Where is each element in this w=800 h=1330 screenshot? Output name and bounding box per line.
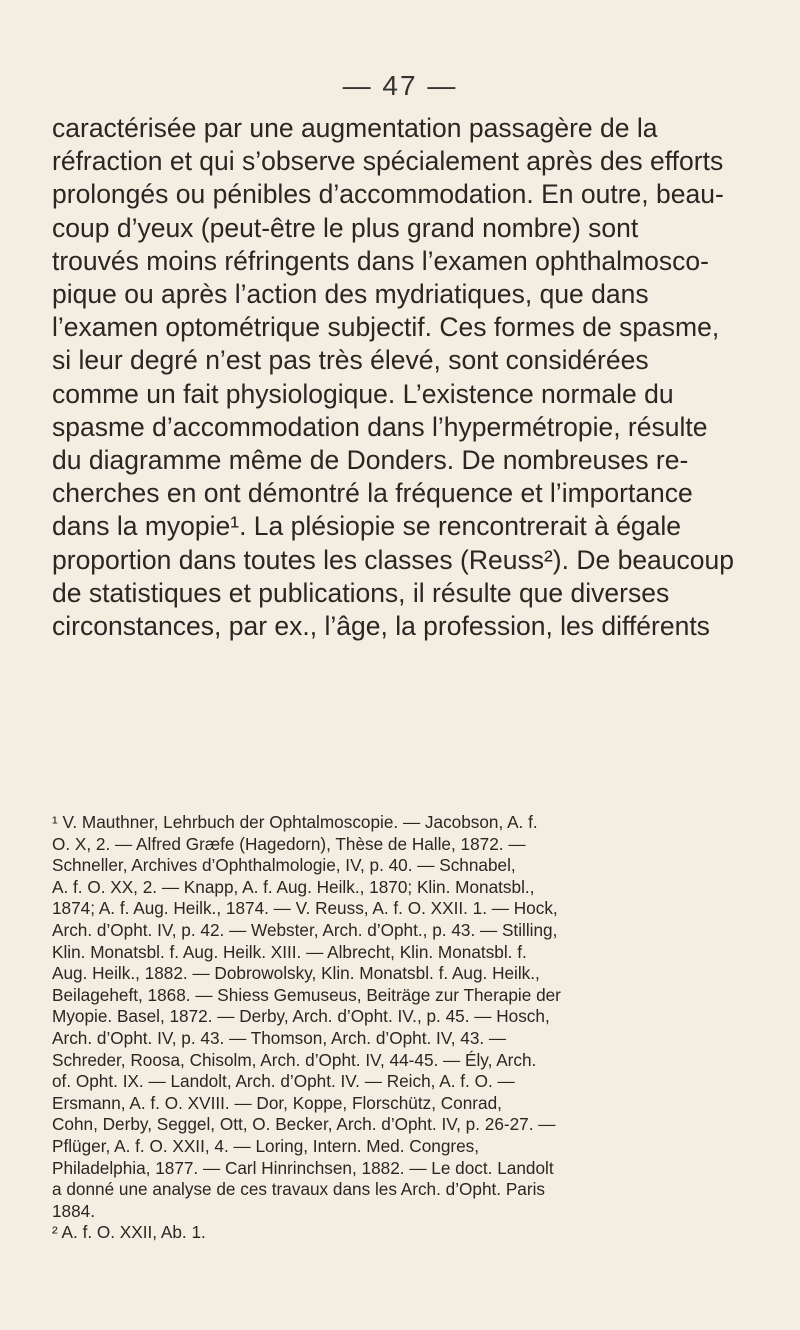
page-number: — 47 — bbox=[342, 70, 458, 101]
body-line: comme un fait physiologique. L’existence normale du bbox=[52, 378, 674, 409]
footnote-line: Schneller, Archives d’Ophthalmologie, IV, p. 40. — Schnabel, bbox=[52, 855, 516, 876]
footnote-line: Arch. d’Opht. IV, p. 42. — Webster, Arch. d’Opht., p. 43. — Stilling, bbox=[52, 919, 558, 940]
footnote-line: Arch. d’Opht. IV, p. 43. — Thomson, Arch. d’Opht. IV, 43. — bbox=[52, 1027, 507, 1048]
body-line: pique ou après l’action des mydriatiques, que dans bbox=[52, 279, 649, 310]
footnote-line: A. f. O. XX, 2. — Knapp, A. f. Aug. Heilk., 1870; Klin. Monatsbl., bbox=[52, 876, 535, 897]
body-line: spasme d’accommodation dans l’hypermétropie, résulte bbox=[52, 411, 708, 442]
footnote-line: Myopie. Basel, 1872. — Derby, Arch. d’Opht. IV., p. 45. — Hosch, bbox=[52, 1006, 550, 1027]
body-line: si leur degré n’est pas très élevé, sont considérées bbox=[52, 345, 649, 376]
footnote-line: Klin. Monatsbl. f. Aug. Heilk. XIII. — Albrecht, Klin. Monatsbl. f. bbox=[52, 941, 527, 962]
body-line: réfraction et qui s’observe spécialement après des efforts bbox=[52, 146, 724, 177]
footnote-line: Aug. Heilk., 1882. — Dobrowolsky, Klin. Monatsbl. f. Aug. Heilk., bbox=[52, 963, 540, 984]
footnote-line: 1874; A. f. Aug. Heilk., 1874. — V. Reuss, A. f. O. XXII. 1. — Hock, bbox=[52, 898, 558, 919]
body-line: dans la myopie¹. La plésiopie se rencontrerait à égale bbox=[52, 511, 682, 542]
body-line: trouvés moins réfringents dans l’examen ophthalmosco- bbox=[52, 245, 709, 276]
footnote-line: ² A. f. O. XXII, Ab. 1. bbox=[52, 1222, 206, 1243]
body-line: de statistiques et publications, il résulte que diverses bbox=[52, 577, 670, 608]
footnote-line: of. Opht. IX. — Landolt, Arch. d’Opht. IV. — Reich, A. f. O. — bbox=[52, 1071, 515, 1092]
footnote-line: Philadelphia, 1877. — Carl Hinrinchsen, 1882. — Le doct. Landolt bbox=[52, 1157, 554, 1178]
footnote-line: Cohn, Derby, Seggel, Ott, O. Becker, Arch. d’Opht. IV, p. 26-27. — bbox=[52, 1114, 556, 1135]
footnote-line: Pflüger, A. f. O. XXII, 4. — Loring, Intern. Med. Congres, bbox=[52, 1135, 480, 1156]
body-line: l’examen optométrique subjectif. Ces formes de spasme, bbox=[52, 312, 720, 343]
body-text bbox=[52, 112, 757, 643]
body-line: circonstances, par ex., l’âge, la profession, les différents bbox=[52, 611, 710, 642]
footnote-line: a donné une analyse de ces travaux dans les Arch. d’Opht. Paris bbox=[52, 1179, 546, 1200]
footnote-line: ¹ V. Mauthner, Lehrbuch der Ophtalmoscopie. — Jacobson, A. f. bbox=[52, 812, 538, 832]
footnote-line: O. X, 2. — Alfred Græfe (Hagedorn), Thèse de Halle, 1872. — bbox=[52, 833, 526, 854]
body-line: du diagramme même de Donders. De nombreuses re- bbox=[52, 445, 689, 476]
footnote-line: Ersmann, A. f. O. XVIII. — Dor, Koppe, Florschütz, Conrad, bbox=[52, 1092, 502, 1113]
body-line: cherches en ont démontré la fréquence et l’importance bbox=[52, 478, 693, 509]
footnote-line: Beilageheft, 1868. — Shiess Gemuseus, Beiträge zur Therapie der bbox=[52, 984, 561, 1005]
body-line: coup d’yeux (peut-être le plus grand nombre) sont bbox=[52, 212, 639, 243]
body-line: prolongés ou pénibles d’accommodation. En outre, beau- bbox=[52, 179, 724, 210]
footnote-line: 1884. bbox=[52, 1200, 96, 1221]
body-line: proportion dans toutes les classes (Reuss²). De beaucoup bbox=[52, 544, 734, 575]
footnotes bbox=[52, 812, 757, 1244]
footnote-line: Schreder, Roosa, Chisolm, Arch. d’Opht. IV, 44-45. — Ély, Arch. bbox=[52, 1049, 537, 1070]
body-line: caractérisée par une augmentation passagère de la bbox=[52, 113, 658, 143]
